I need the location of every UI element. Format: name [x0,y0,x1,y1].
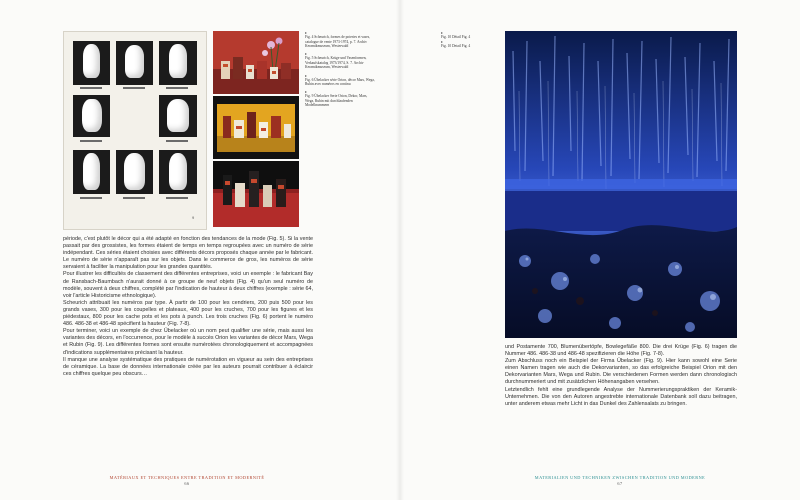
vase-shape [169,44,187,78]
catalog-page-mark: 9 [192,215,195,220]
book-gutter [396,0,404,500]
paragraph: Scheurich attribuait les numéros par type. À partir de 100 pour les cendriers, 200 puis 500 pour les grands vases, 300 pour les coupelles et plateaux, 400 pour les cruches, 700 pour les figures et les piédestaux, 800 pour les cache pots et les pots à punch. Les trois cruches (Fig. 6) portent le numéro 486. 486-38 et 486-48 spécifient la hauteur (Fig. 7-8). [63,299,313,328]
decor-photo-dark-graphic [213,161,299,227]
paragraph: und Postamente 700, Blumenübertöpfe, Bowlegefäße 800. Die drei Krüge (Fig. 6) tragen die Nummer 486. 486-38 und 486-48 spezifizieren die Höhe (Fig. 7-8). [505,344,737,358]
page-number: 67 [617,481,623,486]
paragraph: Zum Abschluss noch ein Beispiel der Firma Übelacker (Fig. 9). Hier kann sowohl eine Serie einen Namen tragen wie auch die Dekorvarianten, so das erfolgreiche Beispiel Orion mit den Dekorvarianten Mars, Wega und Rubin. Die verschiedenen Formen werden dann chronologisch durchnummeriert und mit zusätzlichen Höhenangaben versehen. [505,358,737,386]
caption-text: Fig. 5 Scheurich, Krüge und Vasenformen, Verkaufskatalog 1973/1974, S. 7. Archiv Keramikmuseum, Westerwald [305,56,367,70]
caption-fig4-de [305,52,375,70]
detail-captions [441,31,499,49]
caption-text: Fig. 10 Détail Fig. 4 [441,35,471,39]
caption-marker-icon: ▸ [441,30,444,35]
running-title: MATÉRIAUX ET TECHNIQUES ENTRE TRADITION ET MODERNITÉ [109,475,265,480]
figure-captions [305,31,375,112]
paragraph: Letztendlich fehlt eine grundlegende Analyse der Nummerierungspraktiken der Keramik-Unternehmen. Die von den Autoren angestrebte internationale Datenbank soll dazu beitragen, unter anderem etwas mehr Licht in das Dunkel des Zahlensalats zu bringen. [505,386,737,407]
left-body-text [63,236,313,378]
caption-marker-icon: ▸ [305,72,308,78]
jug-shape [167,99,189,132]
paragraph: Pour terminer, voici un exemple de chez Übelacker où un nom peut qualifier une série, mais aussi les variantes des décors, en l'occurrence, pour le modèle à succès Orion les variantes de décor Mars, Wega et Rubin (Fig. 9). Les différentes formes sont ensuite numérotées chronologiquement et accompagnées d'indications supplémentaires précisant la hauteur. [63,328,313,356]
vase-shape [125,45,144,78]
vase-label [80,197,102,199]
caption-marker-icon: ▸ [441,38,444,44]
detail-caption-de [441,40,499,49]
decor-photo-dark [213,161,299,227]
vase-label [166,197,188,199]
vase-shape [83,153,100,190]
right-body-text [505,344,737,408]
paragraph: Pour illustrer les difficultés de classement des différentes entreprises, voici un exemple : le fabricant Bay de Ransbach-Baumbach n'aurait donné à ce groupe de neuf objets (Fig. 4) qu'un seul numéro de modèle, souvent à deux chiffres, complété par l'indication de hauteur à deux chiffres (exemple : série 64, voir l'article Historicisme ethnologique). [63,271,313,299]
caption-fig9-fr [305,74,375,87]
decor-photo-yellow-graphic [213,96,299,159]
vase-label [123,197,145,199]
jug-shape [82,99,102,132]
caption-text: Fig. 6 Übelacker série Orion, décor Mars, Wega, Rubin avec numéros en continu [305,77,375,87]
vase-shape [83,44,100,78]
running-title: MATERIALIEN UND TECHNIKEN ZWISCHEN TRADITION UND MODERNE [534,475,706,480]
caption-text: Fig. 4 Scheurich, formes de poteries et vases, catalogue de vente 1973-1974, p. 7. Archiv Keramikmuseum, Westerwald [305,35,371,49]
decor-photo-red-graphic [213,31,299,94]
right-footer [490,475,750,486]
caption-text: Fig. 10 Detail Fig. 4 [441,43,471,48]
paragraph: Il manque une analyse systématique des pratiques de numérotation en vigueur au sein des entreprises de céramique. La base de données internationale créée par les auteurs pourrait contribuer à éclaircir ces chiffres quelque peu obscurs… [63,356,313,377]
caption-fig4-fr [305,31,375,49]
caption-marker-icon: ▸ [305,30,308,35]
caption-marker-icon: ▸ [305,89,308,95]
caption-marker-icon: ▸ [305,51,308,57]
paragraph: période, c'est plutôt le décor qui a été adapté en fonction des tendances de la mode (Fig. 5). Si la vente passait par des grossistes, les formes étaient de temps en temps regroupées avec un numéro de série indépendant. Ces séries étaient choisies avec différents décors proposés chaque année par le fabricant. Le numéro de série n'apparaît pas sur les objets. Dans le commerce de gros, les numéros de série servaient à faciliter la manipulation pour les grandes quantités. [63,236,313,271]
vase-label [166,140,188,142]
vase-shape [124,153,145,190]
page-number: 66 [184,481,190,486]
vase-label [123,87,145,89]
catalog-image [63,31,207,230]
vase-label [166,87,188,89]
vase-label [80,140,102,142]
vase-shape [169,153,187,190]
caption-fig9-de [305,90,375,108]
vase-label [80,87,102,89]
left-footer [57,475,317,486]
glaze-detail-graphic [505,31,737,338]
caption-text: Fig. 9 Übelacker Serie Orion, Dekor, Mars, Wega, Rubin mit durchlaufenden Modellnummern [305,94,368,108]
detail-caption-fr [441,31,499,40]
decor-photo-red [213,31,299,94]
decor-photo-yellow [213,96,299,159]
glaze-detail-photo [505,31,737,338]
